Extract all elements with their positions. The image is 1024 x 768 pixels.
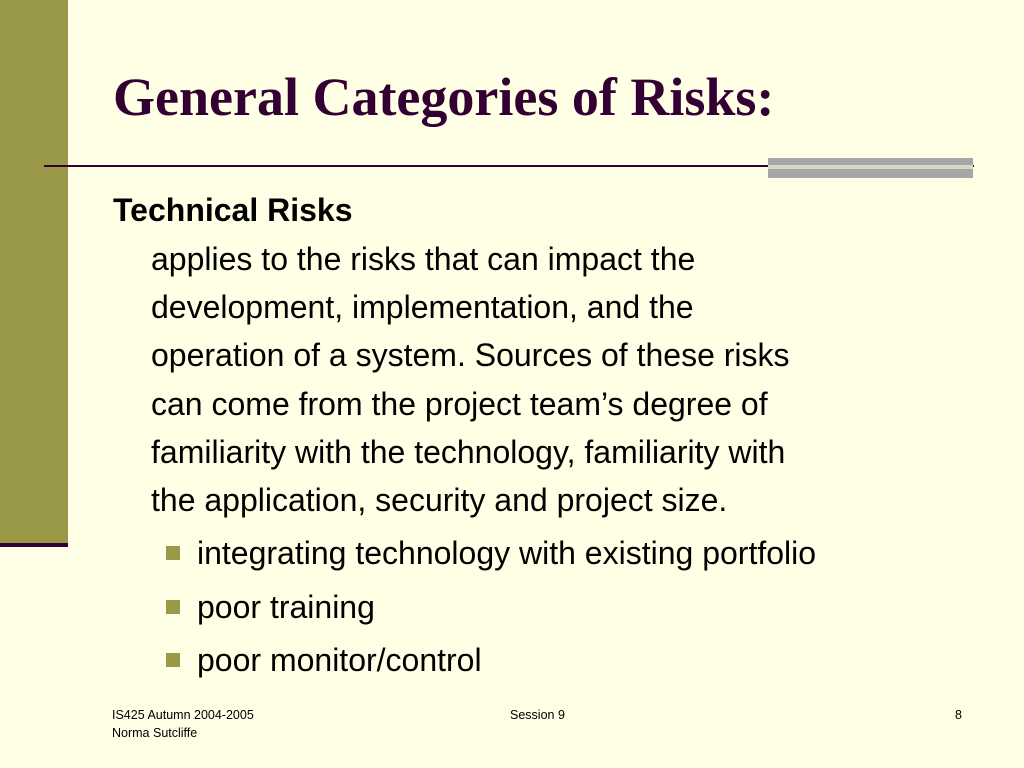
- left-band-underline: [0, 543, 68, 547]
- footer-page-number: 8: [955, 708, 962, 722]
- bullet-text: integrating technology with existing portfolio: [197, 535, 817, 571]
- footer-course-info: [112, 706, 254, 742]
- description-line: applies to the risks that can impact the: [151, 241, 696, 277]
- footer-session: Session 9: [510, 708, 565, 722]
- slide-title: General Categories of Risks:: [113, 67, 775, 127]
- decorative-gray-bar: [768, 158, 973, 179]
- description-line: familiarity with the technology, familiarity with: [151, 433, 786, 470]
- bullet-text: poor monitor/control: [197, 642, 482, 678]
- description-line: operation of a system. Sources of these risks: [151, 337, 790, 374]
- footer-course: IS425 Autumn 2004-2005: [112, 708, 254, 722]
- bullet-text: poor training: [197, 588, 375, 625]
- square-bullet-icon: [166, 600, 180, 614]
- square-bullet-icon: [166, 546, 180, 560]
- description-line: can come from the project team’s degree of: [151, 385, 768, 422]
- description-line: the application, security and project size.: [151, 482, 728, 519]
- description-paragraph: [151, 235, 981, 524]
- square-bullet-icon: [166, 653, 180, 667]
- left-accent-band: [0, 0, 68, 545]
- section-heading: Technical Risks: [113, 192, 353, 228]
- description-line: development, implementation, and the: [151, 289, 694, 326]
- footer-author: Norma Sutcliffe: [112, 726, 198, 740]
